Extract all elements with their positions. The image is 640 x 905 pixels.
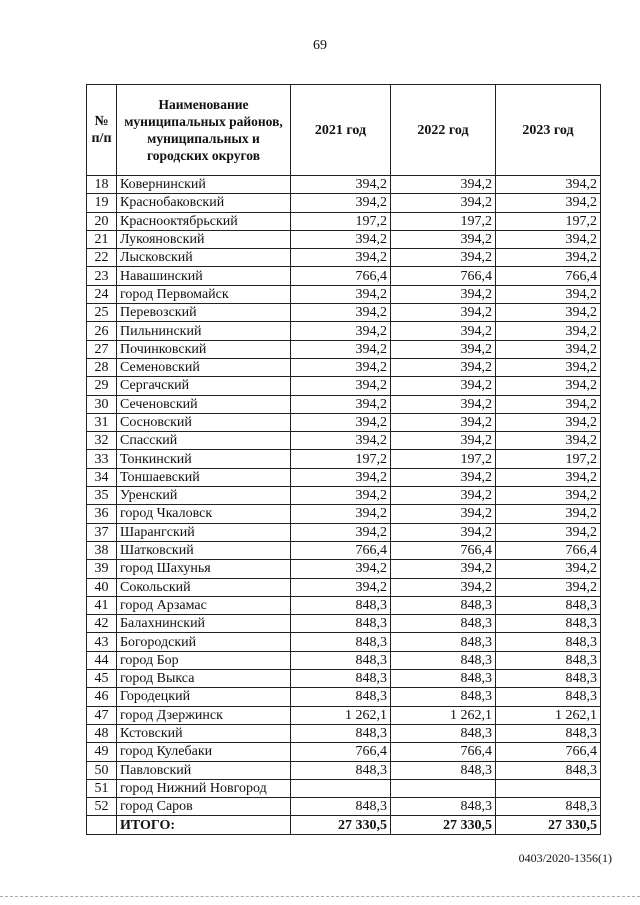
value-2022: 394,2 bbox=[391, 560, 496, 578]
row-name: Починковский bbox=[117, 340, 291, 358]
value-2023: 848,3 bbox=[496, 688, 601, 706]
row-name: город Нижний Новгород bbox=[117, 779, 291, 797]
value-2022: 1 262,1 bbox=[391, 706, 496, 724]
value-2021: 197,2 bbox=[291, 450, 391, 468]
value-2023: 848,3 bbox=[496, 615, 601, 633]
row-name: Тоншаевский bbox=[117, 468, 291, 486]
value-2022: 394,2 bbox=[391, 285, 496, 303]
total-num-cell bbox=[87, 816, 117, 834]
table-row bbox=[87, 230, 601, 248]
value-2021: 848,3 bbox=[291, 615, 391, 633]
header-2021: 2021 год bbox=[291, 85, 391, 176]
table-row bbox=[87, 523, 601, 541]
value-2021: 848,3 bbox=[291, 670, 391, 688]
value-2021: 848,3 bbox=[291, 688, 391, 706]
table-row bbox=[87, 724, 601, 742]
row-name: Лысковский bbox=[117, 249, 291, 267]
row-num: 44 bbox=[87, 651, 117, 669]
value-2021: 394,2 bbox=[291, 468, 391, 486]
value-2021: 394,2 bbox=[291, 487, 391, 505]
value-2023: 1 262,1 bbox=[496, 706, 601, 724]
value-2023: 394,2 bbox=[496, 395, 601, 413]
table-row bbox=[87, 395, 601, 413]
row-num: 48 bbox=[87, 724, 117, 742]
table-row bbox=[87, 578, 601, 596]
row-name: Павловский bbox=[117, 761, 291, 779]
value-2022: 848,3 bbox=[391, 761, 496, 779]
value-2022: 848,3 bbox=[391, 670, 496, 688]
row-num: 51 bbox=[87, 779, 117, 797]
table-row bbox=[87, 615, 601, 633]
value-2021: 394,2 bbox=[291, 249, 391, 267]
value-2021: 394,2 bbox=[291, 304, 391, 322]
value-2021: 848,3 bbox=[291, 633, 391, 651]
value-2021: 394,2 bbox=[291, 176, 391, 194]
total-row bbox=[87, 816, 601, 834]
value-2022: 394,2 bbox=[391, 487, 496, 505]
table-row bbox=[87, 706, 601, 724]
total-2023: 27 330,5 bbox=[496, 816, 601, 834]
value-2021: 848,3 bbox=[291, 651, 391, 669]
row-num: 25 bbox=[87, 304, 117, 322]
value-2021: 394,2 bbox=[291, 285, 391, 303]
value-2023: 848,3 bbox=[496, 633, 601, 651]
value-2021: 394,2 bbox=[291, 194, 391, 212]
header-name: Наименование муниципальных районов, муниципальных и городских округов bbox=[117, 85, 291, 176]
row-name: Сеченовский bbox=[117, 395, 291, 413]
value-2022: 848,3 bbox=[391, 615, 496, 633]
value-2022: 197,2 bbox=[391, 450, 496, 468]
row-name: Краснооктябрьский bbox=[117, 212, 291, 230]
value-2021: 394,2 bbox=[291, 230, 391, 248]
row-num: 42 bbox=[87, 615, 117, 633]
row-name: Спасский bbox=[117, 432, 291, 450]
value-2021: 394,2 bbox=[291, 340, 391, 358]
row-num: 26 bbox=[87, 322, 117, 340]
row-name: Сергачский bbox=[117, 377, 291, 395]
value-2022: 394,2 bbox=[391, 377, 496, 395]
table-row bbox=[87, 633, 601, 651]
total-2021: 27 330,5 bbox=[291, 816, 391, 834]
value-2022: 394,2 bbox=[391, 395, 496, 413]
table-row bbox=[87, 413, 601, 431]
row-num: 40 bbox=[87, 578, 117, 596]
row-name: Богородский bbox=[117, 633, 291, 651]
value-2023: 394,2 bbox=[496, 413, 601, 431]
row-num: 30 bbox=[87, 395, 117, 413]
row-num: 19 bbox=[87, 194, 117, 212]
table-row bbox=[87, 743, 601, 761]
row-num: 37 bbox=[87, 523, 117, 541]
row-name: Краснобаковский bbox=[117, 194, 291, 212]
table-row bbox=[87, 212, 601, 230]
value-2021: 394,2 bbox=[291, 413, 391, 431]
row-num: 38 bbox=[87, 541, 117, 559]
header-2022: 2022 год bbox=[391, 85, 496, 176]
table-row bbox=[87, 377, 601, 395]
value-2023: 766,4 bbox=[496, 267, 601, 285]
value-2023: 394,2 bbox=[496, 285, 601, 303]
table-row bbox=[87, 358, 601, 376]
row-name: Тонкинский bbox=[117, 450, 291, 468]
row-name: Перевозский bbox=[117, 304, 291, 322]
value-2022: 848,3 bbox=[391, 596, 496, 614]
value-2022: 766,4 bbox=[391, 541, 496, 559]
value-2021: 394,2 bbox=[291, 578, 391, 596]
value-2023: 394,2 bbox=[496, 505, 601, 523]
value-2021: 394,2 bbox=[291, 523, 391, 541]
table-row bbox=[87, 249, 601, 267]
value-2022: 394,2 bbox=[391, 358, 496, 376]
table-row bbox=[87, 267, 601, 285]
value-2023: 394,2 bbox=[496, 176, 601, 194]
table-row bbox=[87, 541, 601, 559]
total-2022: 27 330,5 bbox=[391, 816, 496, 834]
value-2022: 848,3 bbox=[391, 651, 496, 669]
value-2023: 394,2 bbox=[496, 322, 601, 340]
header-num: № п/п bbox=[87, 85, 117, 176]
row-num: 23 bbox=[87, 267, 117, 285]
row-num: 28 bbox=[87, 358, 117, 376]
row-num: 21 bbox=[87, 230, 117, 248]
table-row bbox=[87, 468, 601, 486]
header-2023: 2023 год bbox=[496, 85, 601, 176]
row-name: Уренский bbox=[117, 487, 291, 505]
value-2021: 848,3 bbox=[291, 596, 391, 614]
row-name: Балахнинский bbox=[117, 615, 291, 633]
value-2023: 394,2 bbox=[496, 377, 601, 395]
value-2021: 394,2 bbox=[291, 358, 391, 376]
value-2021: 848,3 bbox=[291, 798, 391, 816]
row-name: Лукояновский bbox=[117, 230, 291, 248]
value-2021: 394,2 bbox=[291, 395, 391, 413]
row-num: 39 bbox=[87, 560, 117, 578]
row-name: город Первомайск bbox=[117, 285, 291, 303]
row-num: 29 bbox=[87, 377, 117, 395]
value-2023: 394,2 bbox=[496, 304, 601, 322]
value-2022: 394,2 bbox=[391, 340, 496, 358]
value-2023: 394,2 bbox=[496, 468, 601, 486]
value-2023: 394,2 bbox=[496, 523, 601, 541]
value-2023: 394,2 bbox=[496, 487, 601, 505]
value-2022: 394,2 bbox=[391, 249, 496, 267]
table-row bbox=[87, 761, 601, 779]
row-name: город Саров bbox=[117, 798, 291, 816]
value-2021: 394,2 bbox=[291, 322, 391, 340]
value-2021: 766,4 bbox=[291, 541, 391, 559]
value-2023: 394,2 bbox=[496, 578, 601, 596]
row-num: 43 bbox=[87, 633, 117, 651]
table-body bbox=[87, 176, 601, 816]
budget-table bbox=[86, 84, 601, 835]
row-name: город Шахунья bbox=[117, 560, 291, 578]
value-2021: 766,4 bbox=[291, 743, 391, 761]
table-row bbox=[87, 176, 601, 194]
table-row bbox=[87, 779, 601, 797]
row-name: Шарангский bbox=[117, 523, 291, 541]
value-2023: 394,2 bbox=[496, 230, 601, 248]
value-2023: 394,2 bbox=[496, 340, 601, 358]
page-bottom-rule bbox=[0, 896, 640, 897]
row-num: 35 bbox=[87, 487, 117, 505]
table-row bbox=[87, 194, 601, 212]
row-num: 45 bbox=[87, 670, 117, 688]
total-label: ИТОГО: bbox=[117, 816, 291, 834]
table-row bbox=[87, 322, 601, 340]
value-2022: 394,2 bbox=[391, 304, 496, 322]
value-2022: 394,2 bbox=[391, 505, 496, 523]
value-2021: 394,2 bbox=[291, 377, 391, 395]
value-2022: 394,2 bbox=[391, 578, 496, 596]
value-2022: 848,3 bbox=[391, 798, 496, 816]
value-2021: 1 262,1 bbox=[291, 706, 391, 724]
value-2023 bbox=[496, 779, 601, 797]
row-num: 22 bbox=[87, 249, 117, 267]
row-num: 32 bbox=[87, 432, 117, 450]
row-name: город Дзержинск bbox=[117, 706, 291, 724]
value-2023: 197,2 bbox=[496, 212, 601, 230]
row-num: 47 bbox=[87, 706, 117, 724]
value-2023: 394,2 bbox=[496, 194, 601, 212]
row-num: 31 bbox=[87, 413, 117, 431]
value-2023: 197,2 bbox=[496, 450, 601, 468]
value-2022: 197,2 bbox=[391, 212, 496, 230]
table-row bbox=[87, 560, 601, 578]
table-row bbox=[87, 688, 601, 706]
row-num: 36 bbox=[87, 505, 117, 523]
value-2023: 766,4 bbox=[496, 743, 601, 761]
value-2023: 848,3 bbox=[496, 596, 601, 614]
row-num: 46 bbox=[87, 688, 117, 706]
table-row bbox=[87, 505, 601, 523]
row-num: 50 bbox=[87, 761, 117, 779]
value-2021: 394,2 bbox=[291, 432, 391, 450]
table-row bbox=[87, 487, 601, 505]
value-2022: 848,3 bbox=[391, 633, 496, 651]
value-2023: 394,2 bbox=[496, 560, 601, 578]
value-2022: 394,2 bbox=[391, 468, 496, 486]
value-2023: 394,2 bbox=[496, 249, 601, 267]
value-2023: 848,3 bbox=[496, 724, 601, 742]
value-2023: 848,3 bbox=[496, 798, 601, 816]
value-2021: 848,3 bbox=[291, 761, 391, 779]
document-code: 0403/2020-1356(1) bbox=[518, 851, 612, 865]
row-num: 24 bbox=[87, 285, 117, 303]
value-2021: 394,2 bbox=[291, 505, 391, 523]
row-name: Ковернинский bbox=[117, 176, 291, 194]
row-name: Пильнинский bbox=[117, 322, 291, 340]
row-num: 20 bbox=[87, 212, 117, 230]
table-row bbox=[87, 285, 601, 303]
value-2022: 394,2 bbox=[391, 230, 496, 248]
value-2022: 394,2 bbox=[391, 413, 496, 431]
row-name: Городецкий bbox=[117, 688, 291, 706]
row-num: 52 bbox=[87, 798, 117, 816]
value-2022: 394,2 bbox=[391, 194, 496, 212]
value-2022: 766,4 bbox=[391, 743, 496, 761]
row-name: город Кулебаки bbox=[117, 743, 291, 761]
row-name: город Чкаловск bbox=[117, 505, 291, 523]
table-row bbox=[87, 304, 601, 322]
value-2022: 394,2 bbox=[391, 176, 496, 194]
value-2022: 394,2 bbox=[391, 432, 496, 450]
value-2021: 848,3 bbox=[291, 724, 391, 742]
table-row bbox=[87, 670, 601, 688]
row-num: 33 bbox=[87, 450, 117, 468]
table-row bbox=[87, 651, 601, 669]
page-number: 69 bbox=[313, 38, 327, 53]
value-2023: 394,2 bbox=[496, 432, 601, 450]
value-2022: 848,3 bbox=[391, 724, 496, 742]
table-header-row bbox=[87, 85, 601, 176]
row-name: Семеновский bbox=[117, 358, 291, 376]
row-name: Кстовский bbox=[117, 724, 291, 742]
table-row bbox=[87, 596, 601, 614]
value-2021 bbox=[291, 779, 391, 797]
value-2022: 394,2 bbox=[391, 523, 496, 541]
value-2021: 394,2 bbox=[291, 560, 391, 578]
value-2021: 197,2 bbox=[291, 212, 391, 230]
row-num: 49 bbox=[87, 743, 117, 761]
value-2022: 394,2 bbox=[391, 322, 496, 340]
row-num: 41 bbox=[87, 596, 117, 614]
value-2021: 766,4 bbox=[291, 267, 391, 285]
row-name: Шатковский bbox=[117, 541, 291, 559]
row-num: 34 bbox=[87, 468, 117, 486]
row-name: Сокольский bbox=[117, 578, 291, 596]
row-name: город Арзамас bbox=[117, 596, 291, 614]
value-2022 bbox=[391, 779, 496, 797]
table-row bbox=[87, 798, 601, 816]
value-2022: 766,4 bbox=[391, 267, 496, 285]
table-row bbox=[87, 340, 601, 358]
row-name: город Бор bbox=[117, 651, 291, 669]
table-row bbox=[87, 450, 601, 468]
row-name: Навашинский bbox=[117, 267, 291, 285]
value-2023: 848,3 bbox=[496, 670, 601, 688]
value-2023: 394,2 bbox=[496, 358, 601, 376]
value-2023: 848,3 bbox=[496, 761, 601, 779]
row-name: город Выкса bbox=[117, 670, 291, 688]
value-2023: 766,4 bbox=[496, 541, 601, 559]
table-row bbox=[87, 432, 601, 450]
value-2023: 848,3 bbox=[496, 651, 601, 669]
row-num: 27 bbox=[87, 340, 117, 358]
value-2022: 848,3 bbox=[391, 688, 496, 706]
row-num: 18 bbox=[87, 176, 117, 194]
row-name: Сосновский bbox=[117, 413, 291, 431]
